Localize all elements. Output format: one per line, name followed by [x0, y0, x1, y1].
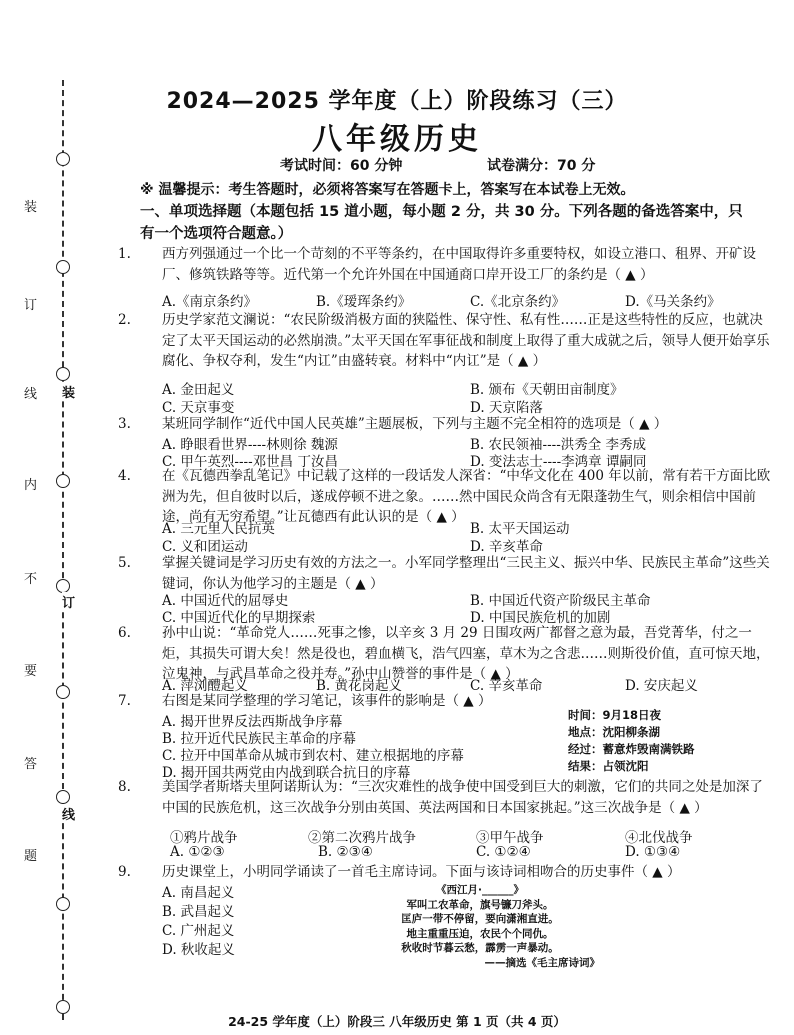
option-c: C. 广州起义 [162, 923, 235, 939]
option-c: C. 中国近代化的早期探索 [162, 610, 316, 626]
item-4: ④北伐战争 [625, 830, 693, 846]
option-b: B. 黄花岗起义 [316, 678, 403, 694]
option-d: D. 揭开国共两党由内战到联合抗日的序幕 [162, 765, 411, 781]
warning-tip: ※ 温馨提示：考生答题时，必须将答案写在答题卡上，答案写在本试卷上无效。 [140, 182, 635, 198]
question-stem [118, 777, 772, 818]
poem-line: 匡庐一带不停留，要向潇湘直进。 [401, 913, 559, 925]
seal-char: 线 [62, 804, 75, 823]
question-text: 孙中山说：“革命党人……死事之惨，以辛亥 3 月 29 日围攻两广都督之意为最，吾党菁华，付之一炬，其损失可谓大矣！然是役也，碧血横飞，浩气四塞，草木为之含悲……则斯役价值，直可惊天地，泣鬼神，与武昌革命之役并寿。”孙中山赞誉的事件是（ ▲ ） [162, 625, 770, 682]
question-stem [118, 862, 772, 883]
option-b: B.《瑷珲条约》 [316, 294, 412, 310]
question-number: 7. [118, 693, 131, 709]
item-3: ③甲午战争 [476, 830, 544, 846]
option-d: D. 辛亥革命 [470, 539, 543, 555]
option-d: D. 中国民族危机的加剧 [470, 610, 611, 626]
binding-hole [56, 579, 70, 593]
option-a: A. 中国近代的屈辱史 [162, 593, 289, 609]
margin-char: 要 [24, 664, 38, 679]
note-line: 结果：占领沈阳 [568, 759, 649, 773]
exam-time: 考试时间：60 分钟 [280, 158, 403, 174]
margin-char: 订 [24, 298, 38, 313]
option-d: D.《马关条约》 [625, 294, 721, 310]
seal-char: 订 [62, 592, 75, 611]
full-score: 试卷满分：70 分 [487, 158, 596, 174]
margin-char: 装 [24, 200, 38, 215]
option-c: C.《北京条约》 [470, 294, 566, 310]
poem-source: ——摘选《毛主席诗词》 [484, 956, 600, 969]
question-number: 2. [118, 312, 131, 328]
question-number: 9. [118, 864, 131, 880]
question-text: 西方列强通过一个比一个苛刻的不平等条约，在中国取得许多重要特权，如设立港口、租界、开矿设厂、修筑铁路等等。近代第一个允许外国在中国通商口岸开设工厂的条约是（ ▲ ） [162, 246, 756, 283]
poem-line: 地主重重压迫，农民个个同仇。 [406, 927, 554, 940]
question-text: 历史学家范文澜说：“农民阶级消极方面的狭隘性、保守性、私有性……正是这些特性的反应，也就决定了太平天国运动的必然崩溃。”太平天国在军事征战和制度上取得了重大成就之后，领导人便开始享乐腐化、争权夺利，发生“内讧”由盛转衰。材料中“内讧”是（ ▲ ） [162, 312, 770, 369]
option-b: B. ②③④ [318, 844, 373, 860]
question-text: 历史课堂上，小明同学诵读了一首毛主席诗词。下面与该诗词相吻合的历史事件（ ▲ ） [162, 864, 681, 880]
question-number: 6. [118, 625, 131, 641]
margin-char: 线 [24, 387, 38, 402]
option-a: A. ①②③ [170, 844, 225, 860]
binding-hole [56, 474, 70, 488]
binding-hole [56, 790, 70, 804]
option-b: B. 拉开近代民族民主革命的序幕 [162, 731, 357, 747]
option-b: B. 武昌起义 [162, 904, 235, 920]
item-2: ②第二次鸦片战争 [308, 830, 416, 846]
question-text: 某班同学制作“近代中国人民英雄”主题展板，下列与主题不完全相符的选项是（ ▲ ） [162, 416, 668, 432]
margin-char: 题 [24, 849, 38, 864]
note-line: 地点：沈阳柳条湖 [568, 725, 660, 739]
question-text: 掌握关键词是学习历史有效的方法之一。小军同学整理出“三民主义、振兴中华、民族民主革命”这些关键词，你认为他学习的主题是（ ▲ ） [162, 555, 770, 592]
option-d: D. ①③④ [625, 844, 681, 860]
option-d: D. 安庆起义 [625, 678, 698, 694]
margin-char: 不 [24, 572, 38, 587]
seal-char: 装 [62, 382, 75, 401]
margin-char: 答 [24, 757, 38, 772]
option-a: A. 南昌起义 [162, 885, 235, 901]
note-line: 时间：9月18日夜 [568, 708, 662, 722]
question-number: 4. [118, 468, 131, 484]
option-d: D. 秋收起义 [162, 942, 235, 958]
question-text: 美国学者斯塔夫里阿诺斯认为：“三次灾难性的战争使中国受到巨大的刺激，它们的共同之处是加深了中国的民族危机，这三次战争分别由英国、英法两国和日本国家挑起。”这三次战争是（ ▲ ） [162, 779, 763, 816]
option-a: A. 三元里人民抗英 [162, 521, 275, 537]
question-stem [118, 414, 772, 435]
option-a: A. 揭开世界反法西斯战争序幕 [162, 714, 343, 730]
exam-title: 2024—2025 学年度（上）阶段练习（三） [166, 89, 628, 114]
page-footer: 24-25 学年度（上）阶段三 八年级历史 第 1 页（共 4 页） [228, 1014, 566, 1029]
question-text: 在《瓦德西拳乱笔记》中记载了这样的一段话发人深省：“中华文化在 400 年以前，常有若干方面比欧洲为先，但自彼时以后，遂成停顿不进之象。……然中国民众尚含有无限蓬勃生气，则余相信中国前途，尚有无穷希望。”让瓦德西有此认识的是（ ▲ ） [162, 468, 771, 525]
poem-title: 《西江月·______》 [436, 884, 524, 896]
option-a: A.《南京条约》 [162, 294, 258, 310]
option-c: C. 甲午英烈----邓世昌 丁汝昌 [162, 454, 338, 470]
binding-hole [56, 685, 70, 699]
question-number: 8. [118, 779, 131, 795]
option-d: D. 变法志士----李鸿章 谭嗣同 [470, 454, 647, 470]
question-number: 5. [118, 555, 131, 571]
option-c: C. 拉开中国革命从城市到农村、建立根据地的序幕 [162, 748, 464, 764]
poem-box [360, 883, 600, 970]
option-c: C. 辛亥革命 [470, 678, 543, 694]
option-d: D. 天京陷落 [470, 400, 543, 416]
poem-line: 秋收时节暮云愁，霹雳一声暴动。 [401, 942, 559, 954]
option-a: A. 萍浏醴起义 [162, 678, 248, 694]
section-heading: 一、单项选择题（本题包括 15 道小题，每小题 2 分，共 30 分。下列各题的备选答案中，只有一个选项符合题意。） [140, 204, 743, 242]
option-a: A. 睁眼看世界----林则徐 魏源 [162, 437, 338, 453]
option-b: B. 太平天国运动 [470, 521, 570, 537]
study-note [568, 707, 758, 775]
poem-line: 军叫工农革命，旗号镰刀斧头。 [406, 898, 554, 911]
item-1: ①鸦片战争 [170, 830, 238, 846]
subject-title: 八年级历史 [312, 122, 482, 157]
binding-hole [56, 367, 70, 381]
question-number: 3. [118, 416, 131, 432]
question-stem [118, 691, 582, 712]
binding-line [62, 80, 64, 1020]
question-stem [118, 553, 772, 594]
binding-hole [56, 260, 70, 274]
option-b: B. 颁布《天朝田亩制度》 [470, 382, 624, 398]
question-text: 右图是某同学整理的学习笔记，该事件的影响是（ ▲ ） [162, 693, 492, 709]
note-line: 经过：蓄意炸毁南满铁路 [568, 742, 695, 756]
option-c: C. 义和团运动 [162, 539, 248, 555]
option-c: C. 天京事变 [162, 400, 235, 416]
option-b: B. 中国近代资产阶级民主革命 [470, 593, 651, 609]
question-stem [118, 310, 772, 372]
question-stem [118, 244, 772, 285]
option-a: A. 金田起义 [162, 382, 235, 398]
option-b: B. 农民领袖----洪秀全 李秀成 [470, 437, 647, 453]
question-number: 1. [118, 246, 131, 262]
margin-char: 内 [24, 478, 38, 493]
binding-hole [56, 897, 70, 911]
option-c: C. ①②④ [476, 844, 531, 860]
